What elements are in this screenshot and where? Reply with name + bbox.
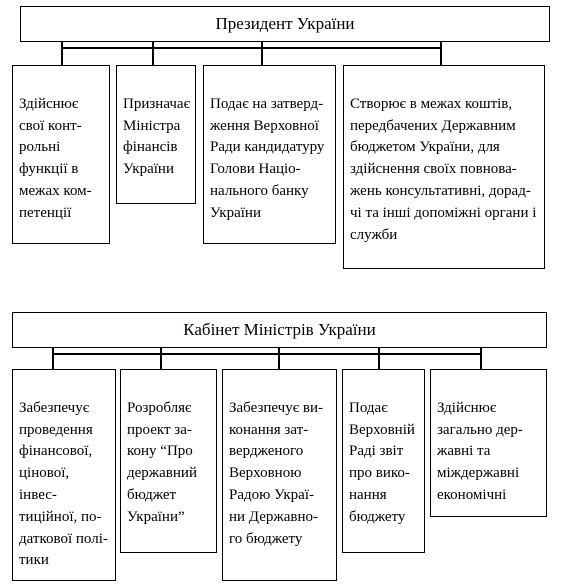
- connector-bus: [61, 47, 441, 49]
- connector-line: [52, 348, 54, 370]
- function-text: Здійснює свої конт- рольні функції в межах ком- петенції: [19, 95, 92, 221]
- president-header: [20, 6, 550, 42]
- cabinet-function-box: [342, 369, 425, 553]
- function-text: Створює в межах коштів, передбачених Державним бюджетом України, для здійснення своїх повнова- жень консультативні, дорад- чі та інші допоміжні органи і служби: [350, 95, 537, 243]
- function-text: Забезпечує ви- конання зат- вердженого Верховною Радою Украї- ни Державно- го бюджету: [229, 399, 324, 547]
- function-text: Розробляє проект за- кону “Про державний бюджет України”: [127, 399, 197, 525]
- connector-line: [378, 348, 380, 370]
- function-text: Забезпечує проведення фінансової, цінової, інвес- тиційної, по- даткової полі- тики: [19, 399, 108, 569]
- connector-line: [160, 348, 162, 370]
- function-text: Здійснює загально дер- жавні та міждержавні економічні: [437, 399, 523, 503]
- connector-line: [440, 42, 442, 66]
- cabinet-function-box: [430, 369, 547, 517]
- function-text: Подає Верховній Раді звіт про вико- нання бюджету: [349, 399, 415, 525]
- connector-line: [61, 42, 63, 66]
- connector-bus: [52, 353, 481, 355]
- cabinet-title: Кабінет Міністрів України: [183, 320, 376, 339]
- cabinet-function-box: [120, 369, 217, 553]
- president-title: Президент України: [215, 14, 355, 33]
- cabinet-function-box: [222, 369, 337, 581]
- connector-line: [278, 348, 280, 370]
- president-function-box: [116, 65, 196, 204]
- function-text: Подає на затверд- ження Верховної Ради кандидатуру Голови Націо- нального банку України: [210, 95, 325, 221]
- connector-line: [152, 42, 154, 66]
- president-function-box: [12, 65, 110, 244]
- president-function-box: [203, 65, 336, 244]
- cabinet-header: [12, 312, 547, 348]
- function-text: Призначає Міністра фінансів України: [123, 95, 191, 178]
- cabinet-function-box: [12, 369, 116, 581]
- president-function-box: [343, 65, 545, 269]
- connector-line: [480, 348, 482, 370]
- connector-line: [261, 42, 263, 66]
